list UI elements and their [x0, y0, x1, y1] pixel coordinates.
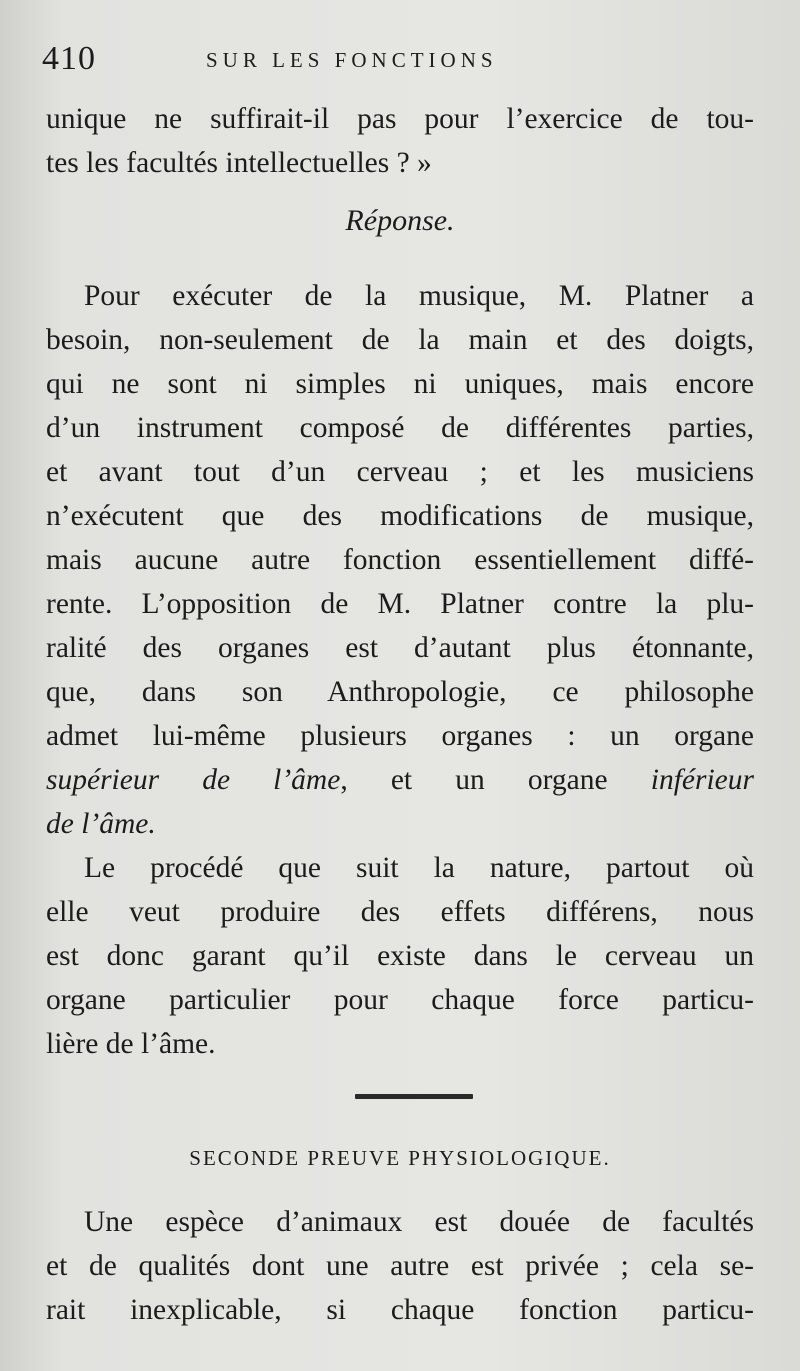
text-line: Le procédé que suit la nature, partout où: [84, 852, 754, 884]
text-line: Pour exécuter de la musique, M. Platner a: [84, 280, 754, 312]
text-line: elle veut produire des effets différens, nous: [46, 896, 754, 928]
text-line: admet lui-même plusieurs organes : un organe: [46, 720, 754, 752]
text-line: lière de l’âme.: [46, 1028, 216, 1060]
text-line: est donc garant qu’il existe dans le cerveau un: [46, 940, 754, 972]
text-line: tes les facultés intellectuelles ? »: [46, 147, 432, 179]
text-line-mixed: [46, 758, 754, 802]
section-divider: [355, 1094, 473, 1099]
paragraph-2: [46, 846, 754, 1066]
italic-phrase: inférieur: [650, 764, 754, 796]
text-fragment: , et un organe: [340, 764, 651, 796]
reponse-heading: Réponse.: [345, 204, 455, 237]
text-line: Une espèce d’animaux est douée de facultés: [84, 1206, 754, 1238]
text-line: et de qualités dont une autre est privée ; cela se-: [46, 1250, 754, 1282]
page-header: [40, 40, 760, 84]
page-number: 410: [42, 40, 96, 77]
paragraph-1: [46, 274, 754, 846]
text-line: de l’âme.: [46, 808, 156, 840]
text-line: besoin, non-seulement de la main et des doigts,: [46, 324, 754, 356]
intro-text: [46, 97, 754, 185]
text-line: n’exécutent que des modifications de musique,: [46, 500, 754, 532]
text-line: que, dans son Anthropologie, ce philosophe: [46, 676, 754, 708]
text-line: unique ne suffirait-il pas pour l’exercice de tou-: [46, 103, 754, 135]
paragraph-3: [46, 1200, 754, 1332]
running-head: SUR LES FONCTIONS: [206, 48, 498, 72]
italic-phrase: supérieur de l’âme: [46, 764, 341, 796]
text-line: mais aucune autre fonction essentiellement diffé-: [46, 544, 754, 576]
text-line: d’un instrument composé de différentes parties,: [46, 412, 754, 444]
text-line: qui ne sont ni simples ni uniques, mais encore: [46, 368, 754, 400]
text-line: organe particulier pour chaque force particu-: [46, 984, 754, 1016]
text-line: ralité des organes est d’autant plus étonnante,: [46, 632, 754, 664]
text-line: et avant tout d’un cerveau ; et les musiciens: [46, 456, 754, 488]
text-line: rente. L’opposition de M. Platner contre la plu-: [46, 588, 754, 620]
section-title: SECONDE PREUVE PHYSIOLOGIQUE.: [189, 1146, 611, 1170]
text-line: rait inexplicable, si chaque fonction particu-: [46, 1294, 754, 1326]
